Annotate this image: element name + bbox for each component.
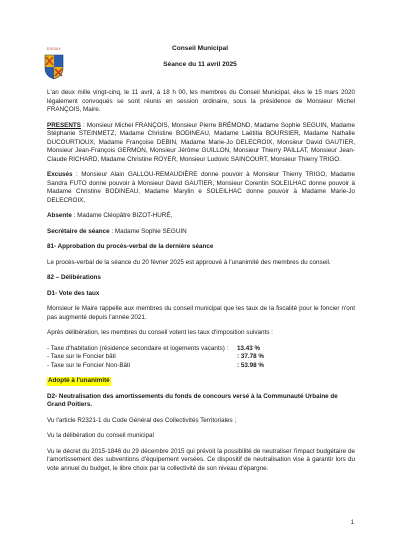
tax-rate-row <box>47 345 355 354</box>
document-title: Conseil Municipal <box>171 45 229 52</box>
tax-rate-value: : 53.98 % <box>237 361 264 369</box>
intro-paragraph: L'an deux mille vingt-cinq, le 11 avril, à 18 h 00, les membres du Conseil Municipal, élus le 15 mars 2020 légalement convoqués se sont réunis en session ordinaire, sous la présidence de Monsieur Michel FRANÇOIS, Maire. <box>47 89 355 113</box>
adopted-line <box>47 377 355 386</box>
tax-rate-label: - Taxe sur le Foncier Non-Bâti <box>47 361 131 369</box>
page-number: 1 <box>350 520 354 526</box>
tax-rate-label: - Taxe sur le Foncier bâti <box>47 353 116 360</box>
logo-caption: DISSAY <box>46 47 62 51</box>
presents-label: PRESENTS <box>47 121 81 129</box>
session-date: Séance du 11 avril 2025 <box>163 61 237 68</box>
d1-text: Monsieur le Maire rappelle aux membres du conseil municipal que les taux de la fiscalité pour le foncier n'ont pas augmenté depuis l'année 2021. <box>47 305 355 321</box>
secretaire-name: : Madame Sophie SEGUIN <box>109 227 187 235</box>
item81-heading: 81- Approbation du procès-verbal de la dernière séance <box>47 243 214 250</box>
d2-heading: D2- Neutralisation des amortissements du fonds de concours versé à la Communauté Urbaine de Grand Poitiers. <box>47 392 338 408</box>
document-body <box>47 89 355 480</box>
d1-heading: D1- Vote des taux <box>47 289 100 297</box>
secretaire-label: Secrétaire de séance <box>47 227 110 235</box>
presents-list: : Monsieur Michel FRANÇOIS, Monsieur Pierre BRÉMOND, Madame Sophie SEGUIN, Madame Stéphanie STEINMETZ, Madame Christine BODINEAU, Madame Laëtitia BOURSIER, Madame Nathalie DUCOURTIOUX, Madame Françoise DEBIN, Madame Marie-Jo DELECROIX, Monsieur David GAUTIER, Monsieur Jean-François GERMON, Monsieur Jérôme GUILLON, Monsieur Thierry PAILLAT, Monsieur Jean-Claude RICHARD, Madame Christine ROYER, Monsieur Ludovic SAINCOURT, Monsieur Thierry TRIGO. <box>47 121 355 163</box>
absente-paragraph <box>47 212 355 221</box>
item81-text: Le procès-verbal de la séance du 20 février 2025 est approuvé à l'unanimité des membres du conseil. <box>47 258 331 266</box>
tax-rate-row <box>47 362 355 371</box>
excuses-paragraph <box>47 171 355 205</box>
presents-paragraph <box>47 122 355 165</box>
d2-ref-1: Vu l'article R2321-1 du Code Général des Collectivités Territoriales ; <box>47 416 237 424</box>
d2-text: Vu le décret du 2015-1846 du 29 décembre 2015 qui prévoit la possibilité de neutraliser l'impact budgétaire de l'amortissement des subventions d'équipement versées. Ce dispositif de neutralisation vise à garantir lors du vote annuel du budget, le libre choix par la collectivité de son niveau d'épargne. <box>47 447 355 472</box>
secretaire-paragraph <box>47 228 355 237</box>
tax-rate-row <box>47 353 355 362</box>
excuses-list: : Monsieur Alain GALLOU-REMAUDIÈRE donne pouvoir à Monsieur Thierry TRIGO, Madame Sandra FUTO donne pouvoir à Monsieur David GAUTIER, Monsieur Corentin SOLEILHAC donne pouvoir à Madame Christine BODINEAU, Madame Marylin e SOLEILHAC donne pouvoir à Madame Marie-Jo DELECROIX, <box>47 171 355 204</box>
tax-rate-value: 13.43 % <box>237 344 261 352</box>
absente-label: Absente <box>47 212 72 219</box>
tax-rate-value: : 37.78 % <box>237 353 264 360</box>
d1-text-2: Après délibération, les membres du conseil votent les taux d'imposition suivants : <box>47 329 273 336</box>
absente-name: : Madame Cléopâtre BIZOT-HURÉ, <box>71 212 173 219</box>
tax-rate-label: - Taxe d'habitation (résidence secondaire et logements vacants) : <box>47 344 229 352</box>
excuses-label: Excusés <box>47 171 73 178</box>
adopted-badge: Adopté à l'unanimité <box>48 377 110 384</box>
item82-heading: 82 – Délibérations <box>47 274 101 281</box>
tax-rates-list <box>47 345 355 371</box>
d2-ref-2: Vu la délibération du conseil municipal <box>47 432 154 439</box>
